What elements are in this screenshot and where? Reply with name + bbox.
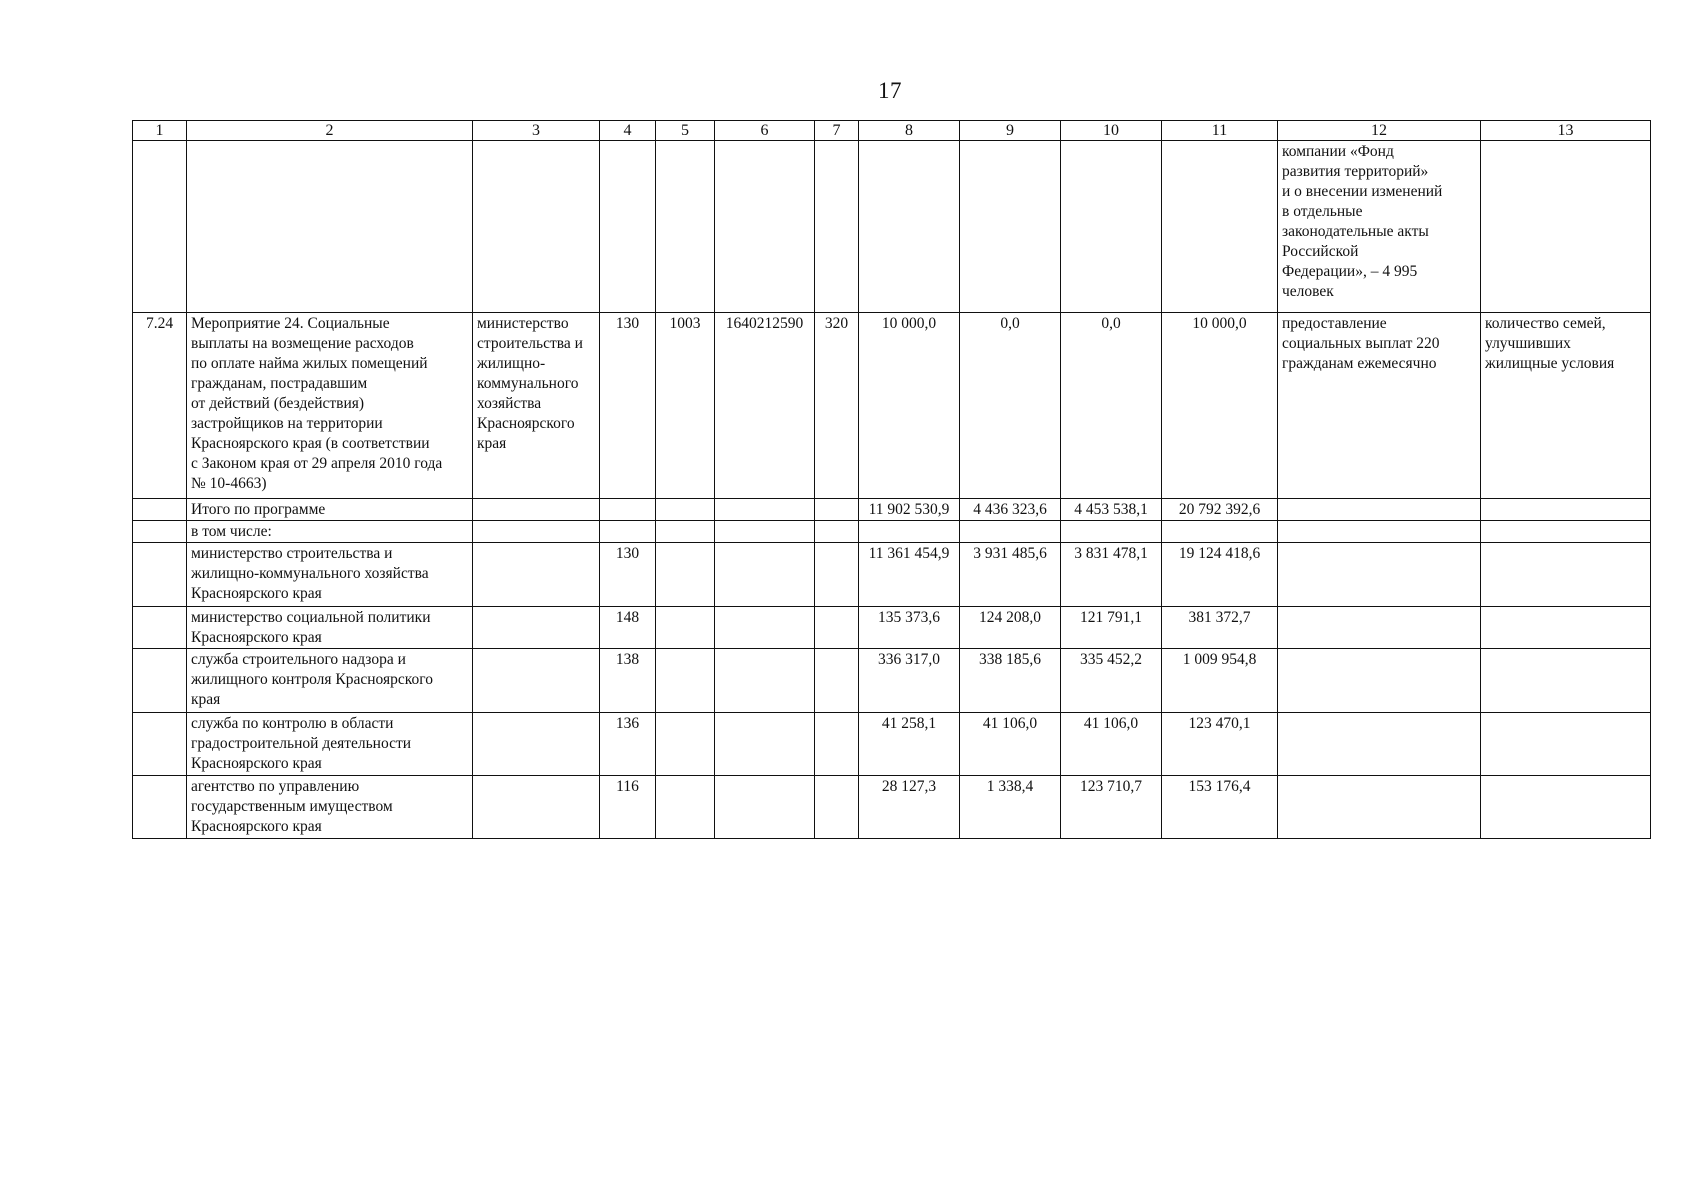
- cell-expected-result: [1278, 521, 1481, 543]
- cell-target-article: [715, 499, 815, 521]
- column-number: 8: [859, 121, 960, 141]
- cell-section: [656, 649, 715, 713]
- cell-target-article: [715, 649, 815, 713]
- cell-year-3: [1061, 141, 1162, 313]
- cell-expected-result: [1278, 776, 1481, 839]
- cell-total: 10 000,0: [1162, 313, 1278, 499]
- cell-indicator: [1481, 649, 1651, 713]
- cell-measure-name: служба по контролю в области градостроительной деятельности Красноярского края: [187, 713, 473, 776]
- cell-year-2: 0,0: [960, 313, 1061, 499]
- cell-number: [133, 713, 187, 776]
- column-number: 5: [656, 121, 715, 141]
- cell-target-article: [715, 776, 815, 839]
- cell-measure-name: Мероприятие 24. Социальные выплаты на возмещение расходов по оплате найма жилых помещений гражданам, пострадавшим от действий (бездействия) застройщиков на территории Красноярского края (в соответствии с Законом края от 29 апреля 2010 года № 10-4663): [187, 313, 473, 499]
- cell-year-3: 3 831 478,1: [1061, 543, 1162, 607]
- table-row-program-total: [133, 499, 1651, 521]
- cell-year-2: 1 338,4: [960, 776, 1061, 839]
- cell-year-3: 4 453 538,1: [1061, 499, 1162, 521]
- cell-section: [656, 521, 715, 543]
- column-number: 2: [187, 121, 473, 141]
- cell-expense-type: [815, 776, 859, 839]
- cell-year-3: 335 452,2: [1061, 649, 1162, 713]
- cell-year-2: [960, 521, 1061, 543]
- cell-expected-result: [1278, 649, 1481, 713]
- cell-executor: [473, 607, 600, 649]
- cell-measure-name: министерство социальной политики Красноярского края: [187, 607, 473, 649]
- cell-target-article: [715, 141, 815, 313]
- cell-section: [656, 776, 715, 839]
- cell-total: 123 470,1: [1162, 713, 1278, 776]
- cell-executor: [473, 141, 600, 313]
- cell-expected-result: компании «Фонд развития территорий» и о внесении изменений в отдельные законодательные акты Российской Федерации», – 4 995 человек: [1278, 141, 1481, 313]
- cell-executor: [473, 521, 600, 543]
- cell-measure-name: Итого по программе: [187, 499, 473, 521]
- cell-expected-result: предоставление социальных выплат 220 гражданам ежемесячно: [1278, 313, 1481, 499]
- cell-indicator: количество семей, улучшивших жилищные условия: [1481, 313, 1651, 499]
- cell-target-article: [715, 521, 815, 543]
- cell-indicator: [1481, 543, 1651, 607]
- cell-total: 19 124 418,6: [1162, 543, 1278, 607]
- cell-executor: министерство строительства и жилищно- коммунального хозяйства Красноярского края: [473, 313, 600, 499]
- table-row-breakdown: [133, 607, 1651, 649]
- cell-year-2: [960, 141, 1061, 313]
- cell-expense-type: [815, 607, 859, 649]
- cell-year-2: 338 185,6: [960, 649, 1061, 713]
- cell-expense-type: [815, 499, 859, 521]
- cell-year-2: 124 208,0: [960, 607, 1061, 649]
- cell-executor: [473, 543, 600, 607]
- column-number: 3: [473, 121, 600, 141]
- cell-grbs: 148: [600, 607, 656, 649]
- cell-target-article: 1640212590: [715, 313, 815, 499]
- cell-target-article: [715, 607, 815, 649]
- cell-total: 381 372,7: [1162, 607, 1278, 649]
- cell-grbs: 130: [600, 543, 656, 607]
- cell-indicator: [1481, 141, 1651, 313]
- cell-total: [1162, 521, 1278, 543]
- cell-year-1: 28 127,3: [859, 776, 960, 839]
- cell-year-3: [1061, 521, 1162, 543]
- program-measures-table: [132, 120, 1651, 839]
- cell-expected-result: [1278, 713, 1481, 776]
- cell-grbs: 116: [600, 776, 656, 839]
- cell-year-3: 123 710,7: [1061, 776, 1162, 839]
- table-row-breakdown: [133, 713, 1651, 776]
- cell-number: [133, 649, 187, 713]
- cell-section: [656, 499, 715, 521]
- table-row-continuation: [133, 141, 1651, 313]
- cell-year-1: [859, 521, 960, 543]
- cell-year-2: 41 106,0: [960, 713, 1061, 776]
- cell-measure-name: агентство по управлению государственным имуществом Красноярского края: [187, 776, 473, 839]
- cell-number: [133, 521, 187, 543]
- cell-number: [133, 499, 187, 521]
- column-number: 13: [1481, 121, 1651, 141]
- cell-year-2: 3 931 485,6: [960, 543, 1061, 607]
- cell-indicator: [1481, 713, 1651, 776]
- column-number-row: [133, 121, 1651, 141]
- column-number: 6: [715, 121, 815, 141]
- cell-target-article: [715, 543, 815, 607]
- cell-grbs: [600, 141, 656, 313]
- table-row-breakdown: [133, 649, 1651, 713]
- cell-indicator: [1481, 776, 1651, 839]
- column-number: 9: [960, 121, 1061, 141]
- cell-expected-result: [1278, 543, 1481, 607]
- cell-number: [133, 141, 187, 313]
- column-number: 1: [133, 121, 187, 141]
- cell-executor: [473, 499, 600, 521]
- cell-expense-type: [815, 543, 859, 607]
- cell-year-1: 336 317,0: [859, 649, 960, 713]
- column-number: 10: [1061, 121, 1162, 141]
- column-number: 12: [1278, 121, 1481, 141]
- cell-grbs: 138: [600, 649, 656, 713]
- cell-year-1: 11 361 454,9: [859, 543, 960, 607]
- cell-expected-result: [1278, 499, 1481, 521]
- cell-total: 20 792 392,6: [1162, 499, 1278, 521]
- cell-year-1: 11 902 530,9: [859, 499, 960, 521]
- table-row-breakdown: [133, 776, 1651, 839]
- cell-section: [656, 713, 715, 776]
- cell-measure-name: министерство строительства и жилищно-коммунального хозяйства Красноярского края: [187, 543, 473, 607]
- cell-year-3: 0,0: [1061, 313, 1162, 499]
- cell-grbs: [600, 499, 656, 521]
- cell-measure-name: в том числе:: [187, 521, 473, 543]
- column-number: 7: [815, 121, 859, 141]
- cell-total: 153 176,4: [1162, 776, 1278, 839]
- cell-measure-name: служба строительного надзора и жилищного контроля Красноярского края: [187, 649, 473, 713]
- cell-year-1: 135 373,6: [859, 607, 960, 649]
- cell-year-3: 41 106,0: [1061, 713, 1162, 776]
- cell-year-1: 41 258,1: [859, 713, 960, 776]
- cell-year-2: 4 436 323,6: [960, 499, 1061, 521]
- cell-section: [656, 607, 715, 649]
- cell-total: [1162, 141, 1278, 313]
- column-number: 11: [1162, 121, 1278, 141]
- cell-expense-type: [815, 713, 859, 776]
- cell-expected-result: [1278, 607, 1481, 649]
- cell-expense-type: 320: [815, 313, 859, 499]
- cell-expense-type: [815, 649, 859, 713]
- table-row-breakdown: [133, 543, 1651, 607]
- cell-executor: [473, 713, 600, 776]
- cell-indicator: [1481, 607, 1651, 649]
- cell-executor: [473, 776, 600, 839]
- cell-year-1: 10 000,0: [859, 313, 960, 499]
- cell-year-1: [859, 141, 960, 313]
- program-table-wrapper: [132, 120, 1650, 839]
- cell-number: 7.24: [133, 313, 187, 499]
- cell-grbs: 130: [600, 313, 656, 499]
- cell-target-article: [715, 713, 815, 776]
- page-number: 17: [878, 78, 902, 103]
- cell-number: [133, 776, 187, 839]
- cell-expense-type: [815, 521, 859, 543]
- cell-expense-type: [815, 141, 859, 313]
- cell-indicator: [1481, 499, 1651, 521]
- cell-section: [656, 141, 715, 313]
- cell-grbs: 136: [600, 713, 656, 776]
- table-row-including: [133, 521, 1651, 543]
- table-row-measure-7-24: [133, 313, 1651, 499]
- cell-section: [656, 543, 715, 607]
- cell-grbs: [600, 521, 656, 543]
- cell-year-3: 121 791,1: [1061, 607, 1162, 649]
- cell-section: 1003: [656, 313, 715, 499]
- cell-total: 1 009 954,8: [1162, 649, 1278, 713]
- cell-executor: [473, 649, 600, 713]
- cell-number: [133, 607, 187, 649]
- cell-measure-name: [187, 141, 473, 313]
- column-number: 4: [600, 121, 656, 141]
- cell-number: [133, 543, 187, 607]
- cell-indicator: [1481, 521, 1651, 543]
